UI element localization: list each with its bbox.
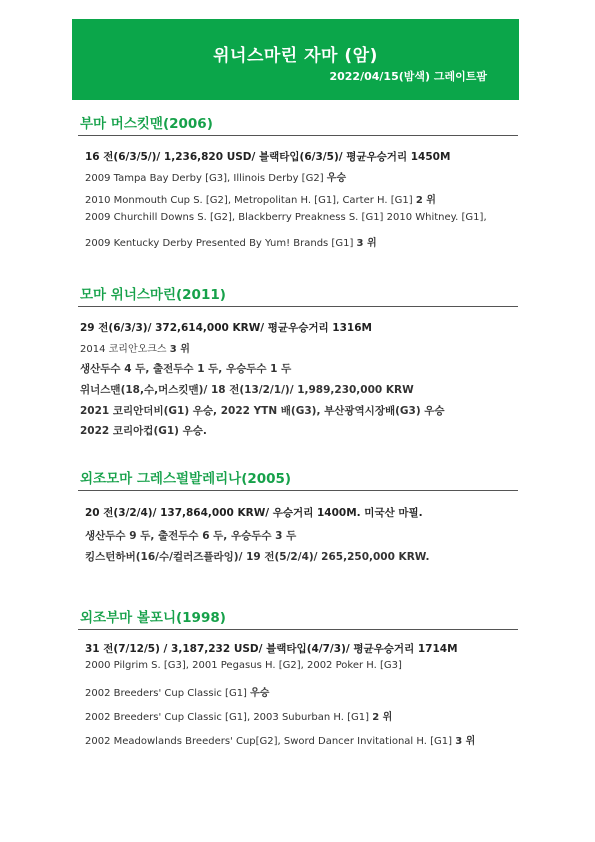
section-granddam	[78, 468, 518, 491]
dam-line: 생산두수 4 두, 출전두수 1 두, 우승두수 1 두	[80, 363, 292, 375]
section-grandsire	[78, 607, 518, 630]
grandsire-line: 2002 Meadowlands Breeders' Cup[G2], Sword Dancer Invitational H. [G1] 3 위	[85, 736, 476, 747]
section-title: 부마 머스킷맨(2006)	[78, 113, 518, 136]
dam-line: 2014 코리안오크스 3 위	[80, 344, 190, 355]
section-dam	[78, 284, 518, 307]
granddam-line: 킹스턴하버(16/수/컬러즈플라잉)/ 19 전(5/2/4)/ 265,250,000 KRW.	[85, 551, 430, 563]
grandsire-line: 2000 Pilgrim S. [G3], 2001 Pegasus H. [G2], 2002 Poker H. [G3]	[85, 660, 402, 671]
grandsire-summary: 31 전(7/12/5) / 3,187,232 USD/ 블랙타입(4/7/3)/ 평균우승거리 1714M	[85, 643, 458, 655]
granddam-summary: 20 전(3/2/4)/ 137,864,000 KRW/ 우승거리 1400M. 미국산 마필.	[85, 507, 423, 519]
dam-line: 2022 코리아컵(G1) 우승.	[80, 425, 207, 437]
sire-line: 2009 Kentucky Derby Presented By Yum! Brands [G1] 3 위	[85, 238, 377, 249]
dam-summary: 29 전(6/3/3)/ 372,614,000 KRW/ 평균우승거리 1316M	[80, 322, 372, 334]
header-banner	[72, 19, 519, 100]
dam-line: 2021 코리안더비(G1) 우승, 2022 YTN 배(G3), 부산광역시장배(G3) 우승	[80, 405, 445, 417]
sire-summary: 16 전(6/3/5/)/ 1,236,820 USD/ 블랙타입(6/3/5)/ 평균우승거리 1450M	[85, 151, 451, 163]
grandsire-line: 2002 Breeders' Cup Classic [G1] 우승	[85, 688, 270, 699]
section-title: 외조모마 그레스펄발레리나(2005)	[78, 468, 518, 491]
section-sire	[78, 113, 518, 136]
grandsire-line: 2002 Breeders' Cup Classic [G1], 2003 Suburban H. [G1] 2 위	[85, 712, 393, 723]
granddam-line: 생산두수 9 두, 출전두수 6 두, 우승두수 3 두	[85, 530, 297, 542]
page-subtitle: 2022/04/15(밤색) 그레이트팜	[329, 70, 487, 83]
section-title: 모마 위너스마린(2011)	[78, 284, 518, 307]
page-title: 위너스마린 자마 (암)	[213, 46, 378, 66]
sire-line: 2010 Monmouth Cup S. [G2], Metropolitan H. [G1], Carter H. [G1] 2 위	[85, 195, 436, 206]
sire-line: 2009 Tampa Bay Derby [G3], Illinois Derby [G2] 우승	[85, 173, 347, 184]
sire-line: 2009 Churchill Downs S. [G2], Blackberry Preakness S. [G1] 2010 Whitney. [G1],	[85, 212, 487, 223]
section-title: 외조부마 볼포니(1998)	[78, 607, 518, 630]
dam-line: 위너스맨(18,수,머스킷맨)/ 18 전(13/2/1/)/ 1,989,230,000 KRW	[80, 384, 414, 396]
